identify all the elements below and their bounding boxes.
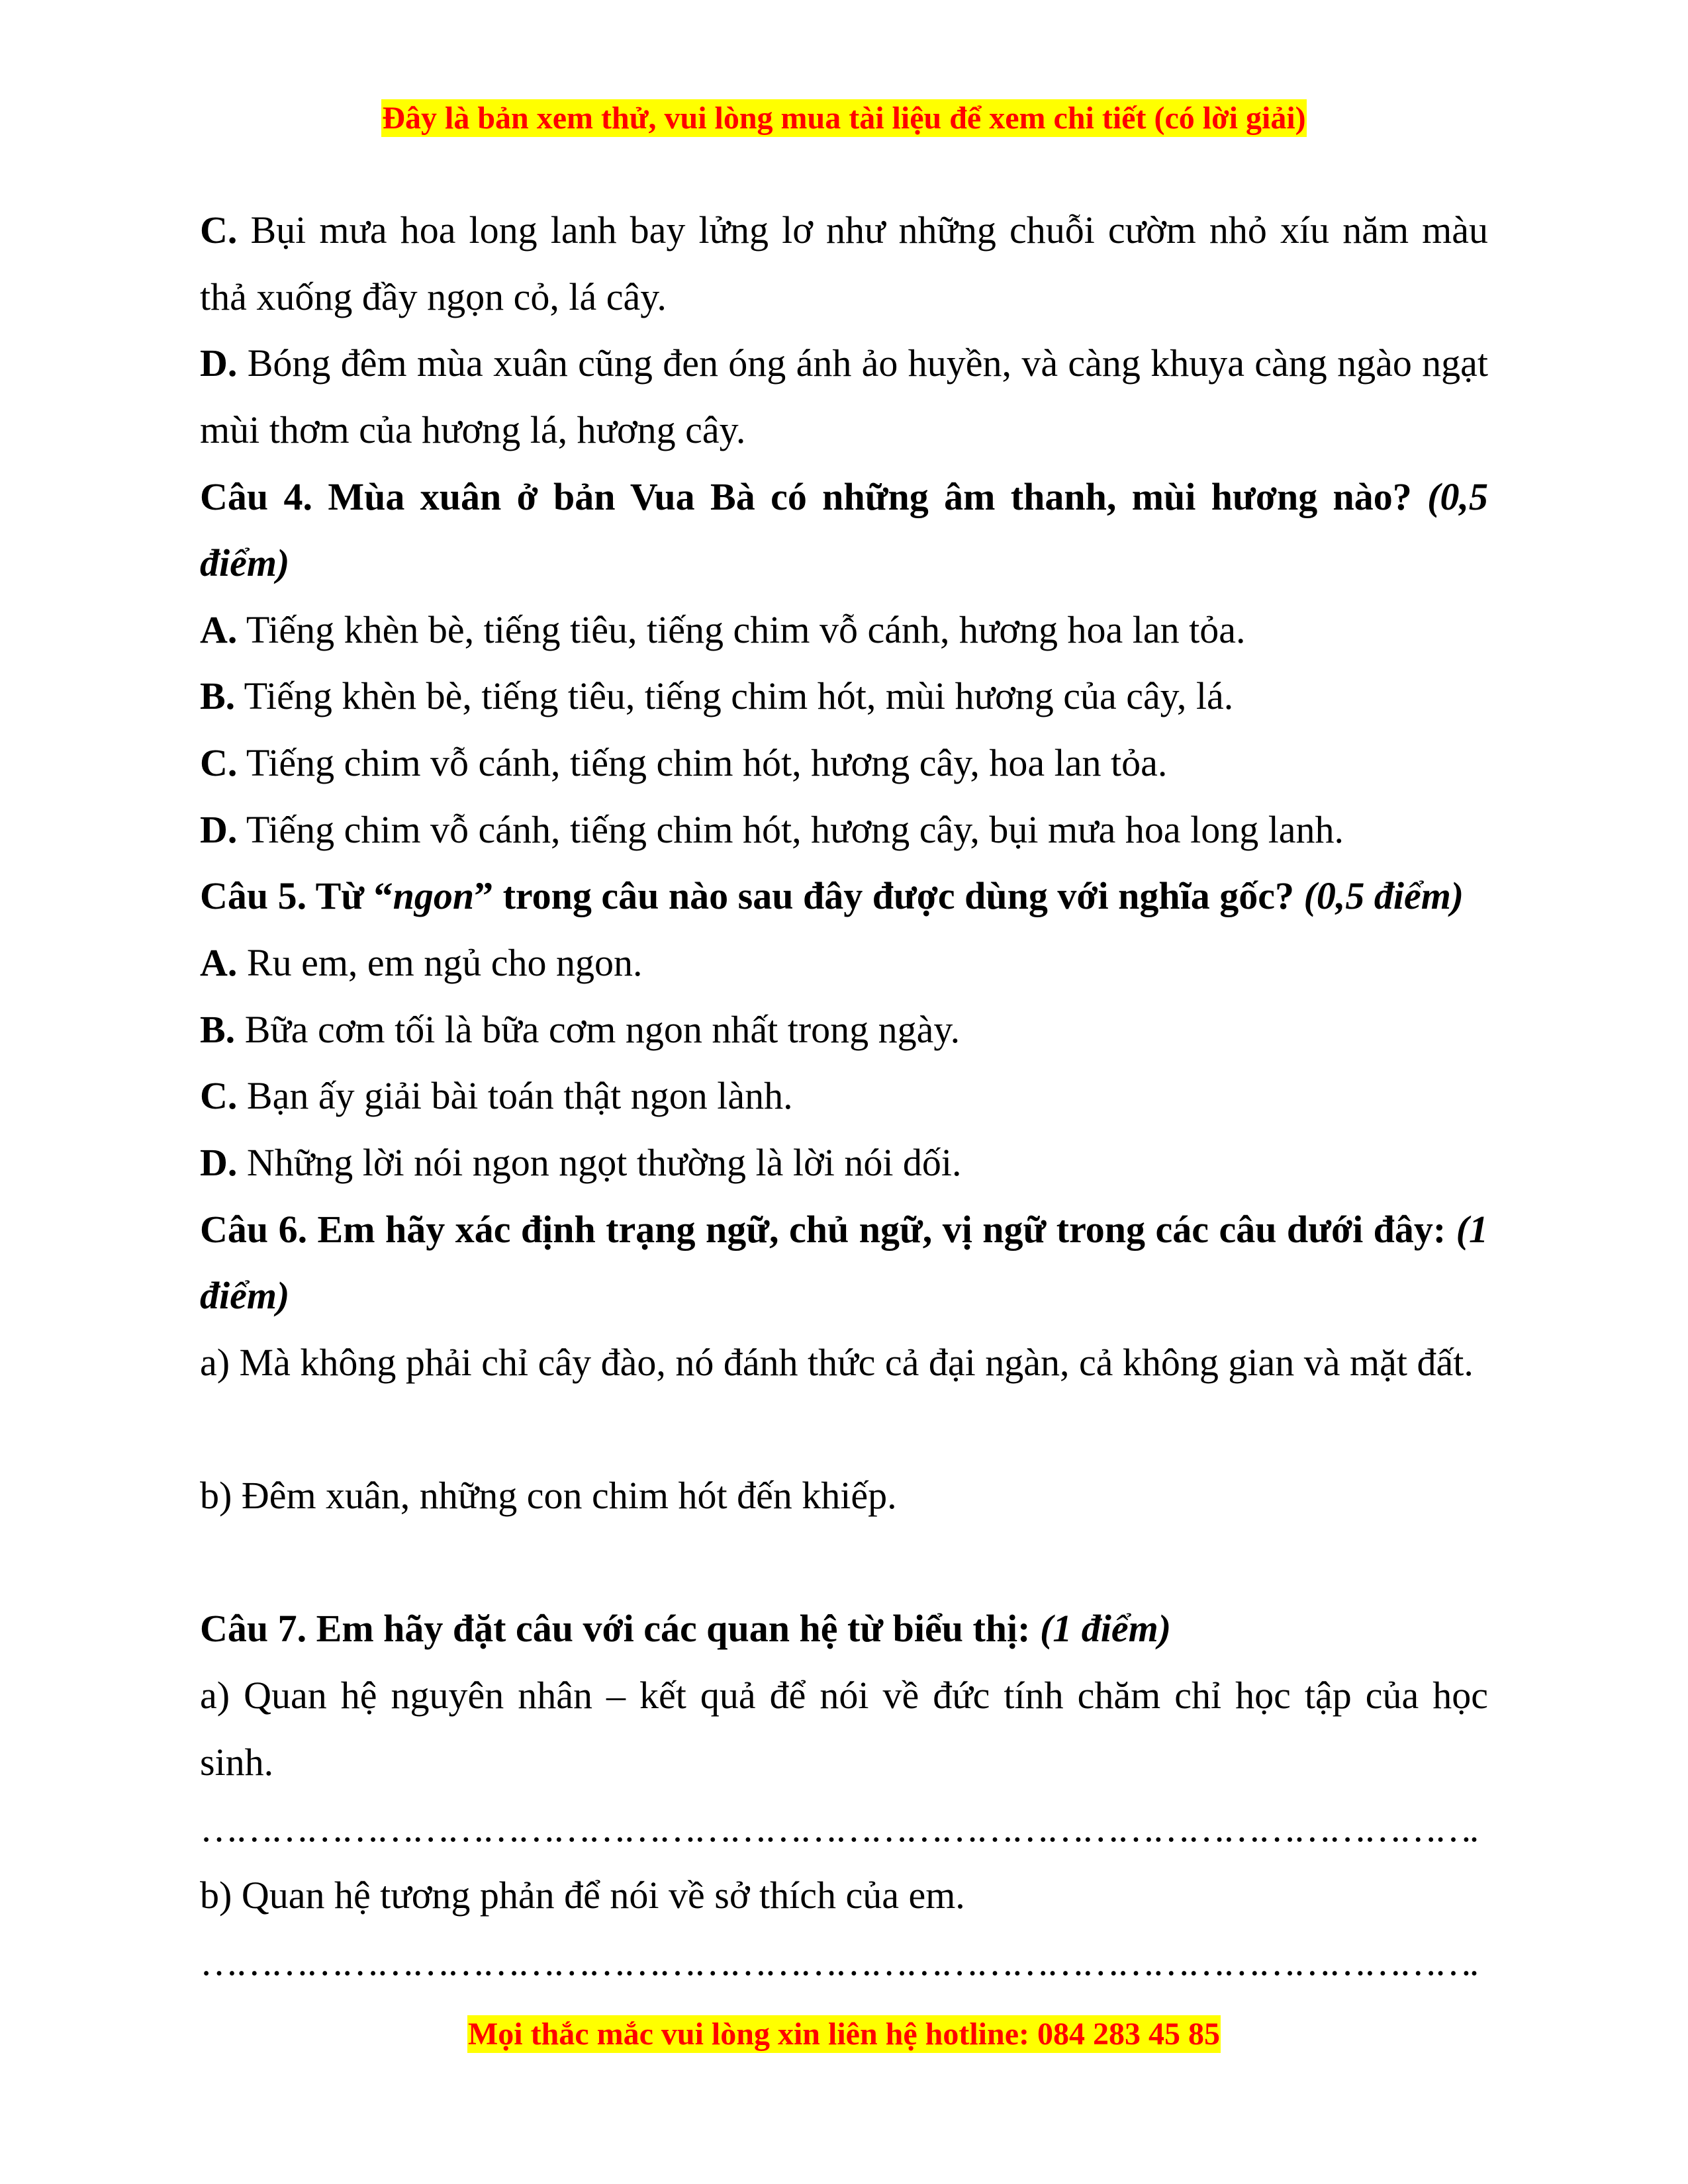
q7-answer-line-a: ………………………………………………………………………………………………. xyxy=(200,1807,1476,1850)
q6-item-a: a) Mà không phải chỉ cây đào, nó đánh thức cả đại ngàn, cả không gian và mặt đất. xyxy=(200,1340,1474,1384)
q5-keyword: ngon xyxy=(393,874,475,918)
q5-option-b xyxy=(200,997,1488,1064)
q5-option-c xyxy=(200,1063,1488,1130)
option-text: Tiếng chim vỗ cánh, tiếng chim hót, hương cây, hoa lan tỏa. xyxy=(237,741,1168,785)
option-label: D. xyxy=(200,807,238,851)
q4-option-c xyxy=(200,730,1488,797)
q7-question-text: Câu 7. Em hãy đặt câu với các quan hệ từ biểu thị: xyxy=(200,1607,1040,1651)
q5-option-d xyxy=(200,1130,1488,1197)
q6-question-text: Câu 6. Em hãy xác định trạng ngữ, chủ ngữ, vị ngữ trong các câu dưới đây: xyxy=(200,1207,1456,1251)
q6-question-line1 xyxy=(200,1197,1488,1263)
option-label: D. xyxy=(200,341,238,385)
q7-item-a-line2: sinh. xyxy=(200,1740,274,1784)
option-label: D. xyxy=(200,1140,238,1184)
option-text: Tiếng khèn bè, tiếng tiêu, tiếng chim vỗ cánh, hương hoa lan tỏa. xyxy=(237,608,1246,651)
answer-space xyxy=(200,1529,1488,1596)
q3-option-c-line1 xyxy=(200,197,1488,264)
preview-notice-banner: Đây là bản xem thử, vui lòng mua tài liệu để xem chi tiết (có lời giải) xyxy=(382,101,1306,136)
option-text: Bụi mưa hoa long lanh bay lửng lơ như những chuỗi cườm nhỏ xíu năm màu xyxy=(237,208,1488,251)
q5-question xyxy=(200,863,1488,930)
q6-points-line2: điểm) xyxy=(200,1274,290,1318)
q4-question-text: Câu 4. Mùa xuân ở bản Vua Bà có những âm thanh, mùi hương nào? xyxy=(200,475,1428,518)
q5-question-suffix: ” trong câu nào sau đây được dùng với nghĩa gốc? xyxy=(474,874,1304,918)
option-label: B. xyxy=(200,1007,236,1051)
q7-item-a-line1: a) Quan hệ nguyên nhân – kết quả để nói về đức tính chăm chỉ học tập của học xyxy=(200,1674,1488,1717)
q7-answer-line-b: ………………………………………………………………………………………………. xyxy=(200,1940,1476,1983)
option-text: Bữa cơm tối là bữa cơm ngon nhất trong ngày. xyxy=(235,1007,961,1051)
q5-points: (0,5 điểm) xyxy=(1303,874,1464,918)
q4-points: (0,5 xyxy=(1427,475,1488,518)
q7-item-b: b) Quan hệ tương phản để nói về sở thích của em. xyxy=(200,1874,965,1917)
q4-option-a xyxy=(200,597,1488,664)
hotline-notice-banner: Mọi thắc mắc vui lòng xin liên hệ hotline: 084 283 45 85 xyxy=(467,2017,1220,2052)
q6-points: (1 xyxy=(1456,1207,1488,1251)
q5-question-prefix: Câu 5. Từ “ xyxy=(200,874,393,918)
option-label: A. xyxy=(200,608,238,651)
option-text: Bóng đêm mùa xuân cũng đen óng ánh ảo huyền, và càng khuya càng ngào ngạt xyxy=(237,341,1488,385)
q3-option-d-line1 xyxy=(200,330,1488,397)
header-notice-row xyxy=(0,99,1688,137)
q3-option-d-line2: mùi thơm của hương lá, hương cây. xyxy=(200,408,746,451)
q4-option-b xyxy=(200,663,1488,730)
q6-item-b: b) Đêm xuân, những con chim hót đến khiếp. xyxy=(200,1474,897,1518)
option-text: Tiếng chim vỗ cánh, tiếng chim hót, hương cây, bụi mưa hoa long lanh. xyxy=(237,807,1344,851)
worksheet-content xyxy=(200,197,1488,1995)
q4-points-line2: điểm) xyxy=(200,541,290,585)
option-label: C. xyxy=(200,1074,238,1118)
q7-question xyxy=(200,1596,1488,1662)
option-text: Tiếng khèn bè, tiếng tiêu, tiếng chim hót, mùi hương của cây, lá. xyxy=(235,674,1234,718)
q5-option-a xyxy=(200,930,1488,997)
q4-option-d xyxy=(200,797,1488,864)
q7-points: (1 điểm) xyxy=(1039,1607,1172,1651)
footer-notice-row xyxy=(0,2015,1688,2053)
q4-question-line1 xyxy=(200,464,1488,531)
option-label: C. xyxy=(200,741,238,785)
option-label: C. xyxy=(200,208,238,251)
option-text: Những lời nói ngon ngọt thường là lời nói dối. xyxy=(237,1140,962,1184)
option-text: Bạn ấy giải bài toán thật ngon lành. xyxy=(237,1074,793,1118)
option-label: A. xyxy=(200,941,238,985)
answer-space xyxy=(200,1396,1488,1463)
q3-option-c-line2: thả xuống đầy ngọn cỏ, lá cây. xyxy=(200,275,667,318)
option-text: Ru em, em ngủ cho ngon. xyxy=(237,941,643,985)
option-label: B. xyxy=(200,674,236,718)
